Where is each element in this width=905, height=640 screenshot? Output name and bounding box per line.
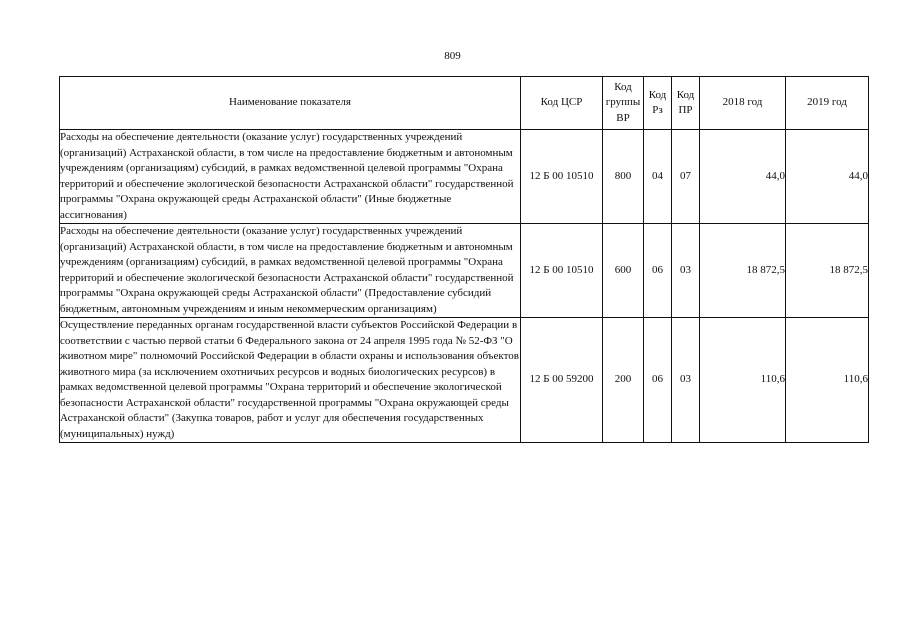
row-amount-2018: 110,6 bbox=[700, 318, 786, 443]
row-pr-code: 03 bbox=[672, 224, 700, 318]
page-number: 809 bbox=[444, 50, 461, 62]
column-header-vr: Код группы ВР bbox=[603, 77, 644, 130]
row-vr-code: 800 bbox=[603, 130, 644, 224]
table-row bbox=[60, 224, 869, 318]
row-csr-code: 12 Б 00 59200 bbox=[521, 318, 603, 443]
row-csr-code: 12 Б 00 10510 bbox=[521, 224, 603, 318]
column-header-pr: Код ПР bbox=[672, 77, 700, 130]
row-pr-code: 07 bbox=[672, 130, 700, 224]
column-header-rz: Код Рз bbox=[644, 77, 672, 130]
row-name: Осуществление переданных органам государственной власти субъектов Российской Федерации в соответствии с частью первой статьи 6 Федерального закона от 24 апреля 1995 года № 52-ФЗ "О животном мире" полномочий Российской Федерации в области охраны и использования объектов животного мира (за исключением охотничьих ресурсов и водных биологических ресурсов) в рамках ведомственной целевой программы "Охрана территорий и обеспечение экологической безопасности Астраханской области" государственной программы "Охрана окружающей среды Астраханской области" (Закупка товаров, работ и услуг для обеспечения государственных (муниципальных) нужд) bbox=[60, 318, 521, 443]
row-name: Расходы на обеспечение деятельности (оказание услуг) государственных учреждений (организаций) Астраханской области, в том числе на предоставление бюджетным и автономным учреждениям (организациям) субсидий, в рамках ведомственной целевой программы "Охрана территорий и обеспечение экологической безопасности Астраханской области" государственной программы "Охрана окружающей среды Астраханской области" (Иные бюджетные ассигнования) bbox=[60, 130, 521, 224]
row-amount-2019: 44,0 bbox=[786, 130, 869, 224]
row-csr-code: 12 Б 00 10510 bbox=[521, 130, 603, 224]
table-header-row bbox=[60, 77, 869, 130]
row-amount-2018: 18 872,5 bbox=[700, 224, 786, 318]
column-header-csr: Код ЦСР bbox=[521, 77, 603, 130]
row-pr-code: 03 bbox=[672, 318, 700, 443]
row-rz-code: 06 bbox=[644, 318, 672, 443]
row-amount-2019: 110,6 bbox=[786, 318, 869, 443]
table-row bbox=[60, 130, 869, 224]
row-amount-2019: 18 872,5 bbox=[786, 224, 869, 318]
row-vr-code: 600 bbox=[603, 224, 644, 318]
column-header-name: Наименование показателя bbox=[60, 77, 521, 130]
column-header-2019: 2019 год bbox=[786, 77, 869, 130]
row-amount-2018: 44,0 bbox=[700, 130, 786, 224]
table-row bbox=[60, 318, 869, 443]
row-rz-code: 04 bbox=[644, 130, 672, 224]
row-name: Расходы на обеспечение деятельности (оказание услуг) государственных учреждений (организаций) Астраханской области, в том числе на предоставление бюджетным и автономным учреждениям (организациям) субсидий, в рамках ведомственной целевой программы "Охрана территорий и обеспечение экологической безопасности Астраханской области" государственной программы "Охрана окружающей среды Астраханской области" (Предоставление субсидий бюджетным, автономным учреждениям и иным некоммерческим организациям) bbox=[60, 224, 521, 318]
row-rz-code: 06 bbox=[644, 224, 672, 318]
budget-table bbox=[59, 76, 869, 443]
row-vr-code: 200 bbox=[603, 318, 644, 443]
column-header-2018: 2018 год bbox=[700, 77, 786, 130]
